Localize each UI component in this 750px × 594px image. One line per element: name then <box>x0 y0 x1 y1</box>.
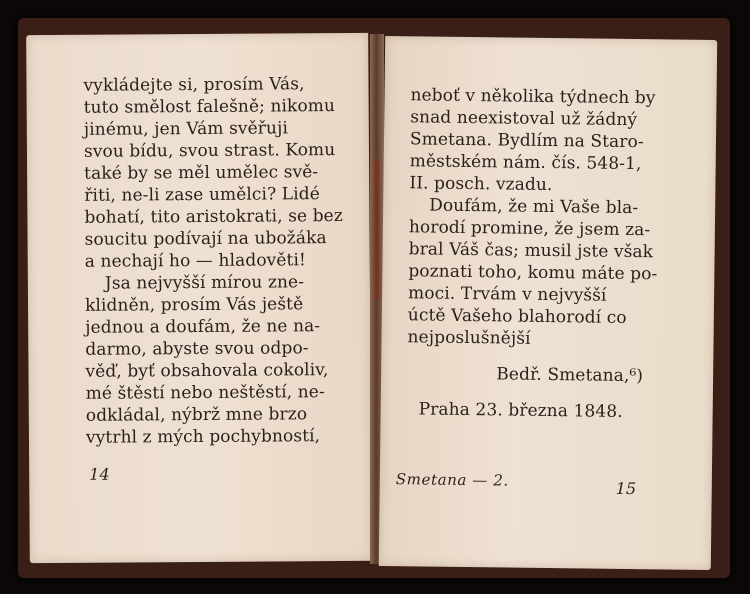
left-page-text <box>83 73 343 449</box>
text-line: mé štěstí nebo neštěstí, ne- <box>85 382 325 404</box>
signature-mark: Smetana — 2. <box>395 470 509 490</box>
text-line: Smetana. Bydlím na Staro- <box>409 129 644 153</box>
text-line: horodí promine, že jsem za- <box>408 217 651 241</box>
signature: Bedř. Smetana,⁶) <box>496 364 644 387</box>
text-line: II. posch. vzadu. <box>409 173 553 196</box>
right-page-text <box>407 84 658 423</box>
text-line: a nechají ho — hladověti! <box>84 250 306 272</box>
text-line: věď, byť obsahovala cokoliv, <box>85 360 329 382</box>
text-line: odkládal, nýbrž mne brzo <box>85 404 308 426</box>
text-line: bohatí, tito aristokrati, se bez <box>84 205 343 228</box>
text-line: soucitu podívají na ubožáka <box>84 228 327 250</box>
page-number-right: 15 <box>615 478 637 499</box>
text-line: moci. Trvám v nejvyšší <box>407 283 607 306</box>
text-line: městském nám. čís. 548-1, <box>409 151 642 175</box>
text-line: vykládejte si, prosím Vás, <box>83 74 305 96</box>
text-line: také by se měl umělec svě- <box>84 162 319 184</box>
text-line: snad neexistoval už žádný <box>410 107 638 131</box>
text-line: neboť v několika týdnech by <box>410 85 656 109</box>
text-line: úctě Vašeho blahorodí co <box>407 305 627 328</box>
left-page <box>26 33 372 563</box>
text-line: jinému, jen Vám svěřuji <box>83 118 289 140</box>
text-line: tuto smělost falešně; nikomu <box>83 96 336 118</box>
place-date: Praha 23. března 1848. <box>418 399 623 422</box>
text-line: nejposlušnější <box>407 327 531 349</box>
text-line: řiti, ne-li zase umělci? Lidé <box>84 184 320 206</box>
text-line: Jsa nejvyšší mírou zne- <box>104 272 305 294</box>
text-line: darmo, abyste svou odpo- <box>85 338 309 360</box>
page-number-left: 14 <box>89 464 110 484</box>
text-line: vytrhl z mých pochybností, <box>85 426 321 448</box>
text-line: svou bídu, svou strast. Komu <box>83 140 336 162</box>
text-line: jednou a doufám, že ne na- <box>85 316 321 338</box>
gutter-binding <box>375 160 379 300</box>
text-line: bral Váš čas; musil jste však <box>408 239 654 263</box>
right-page <box>379 36 717 570</box>
text-line: klidněn, prosím Vás ještě <box>84 294 304 316</box>
text-line: Doufám, že mi Vaše bla- <box>429 195 639 219</box>
text-line: poznati toho, komu máte po- <box>408 261 658 285</box>
